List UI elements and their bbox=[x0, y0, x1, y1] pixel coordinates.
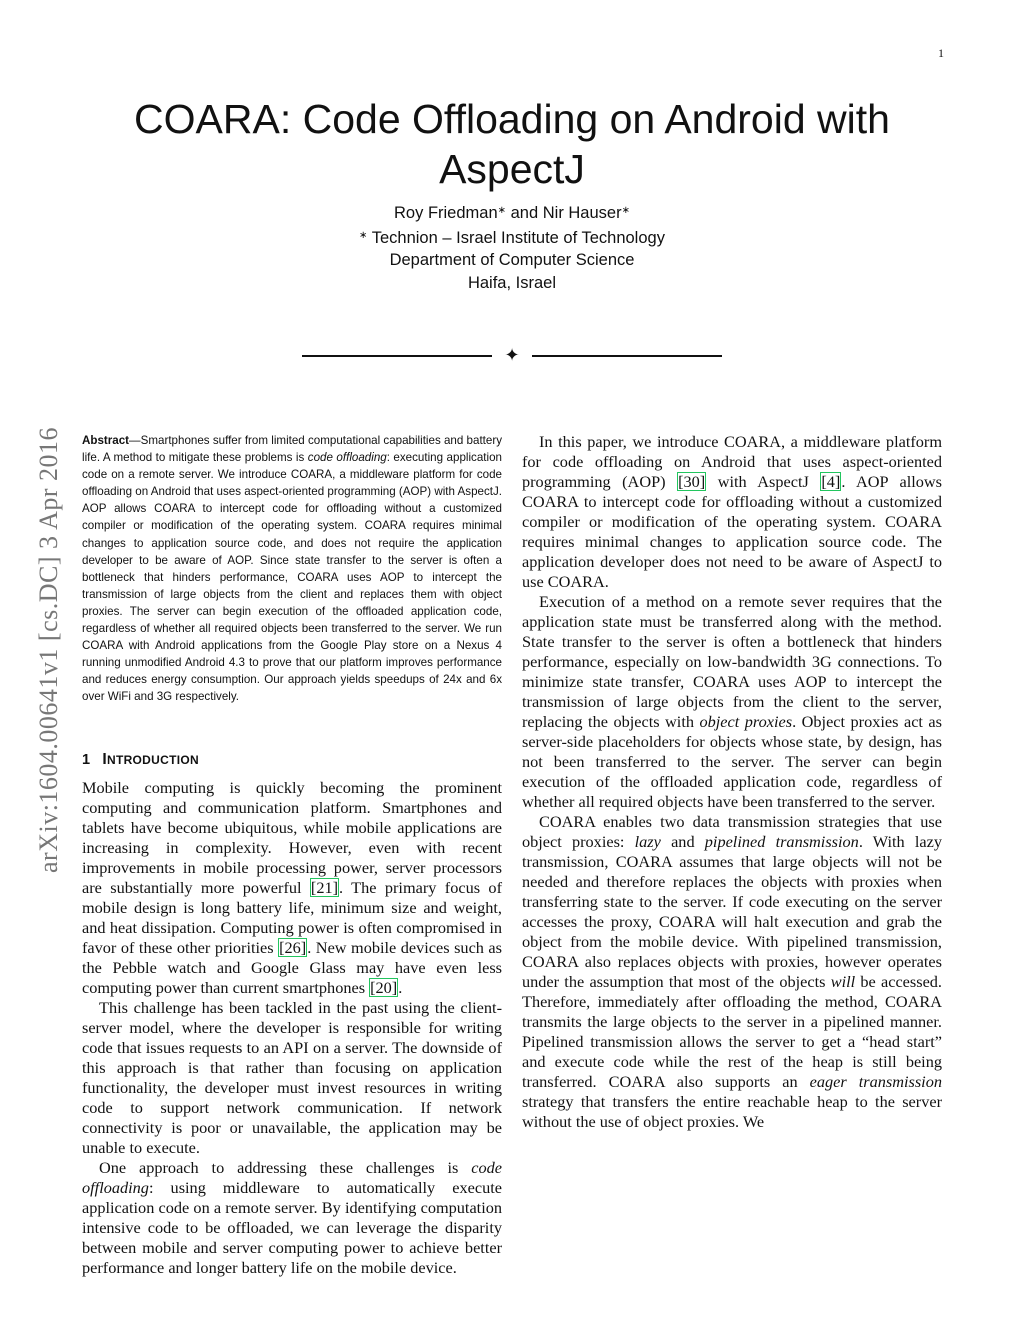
affiliation: Technion – Israel Institute of Technology bbox=[371, 228, 665, 247]
affiliation-mark: ∗ bbox=[621, 205, 630, 216]
paragraph-text: Mobile computing is quickly becoming the prominent computing and communication platform. Smartphones and tablets have become ubiquitous, while mobile applications are increasing in complexity. However, even with recent improvements in mobile processing power, server processors are substantially more powerful bbox=[82, 777, 502, 897]
intro-paragraph bbox=[522, 432, 942, 592]
paragraph-emphasis: object proxies bbox=[699, 712, 793, 731]
paragraph-text: . The primary focus of mobile design is long battery life, minimum size and weight, and heat dissipation. Computing power is often compromised in favor of these other priorities bbox=[82, 877, 502, 957]
citation-link[interactable]: [4] bbox=[821, 472, 841, 491]
location: Haifa, Israel bbox=[467, 273, 557, 292]
abstract-text: : executing application code on a remote server. We introduce COARA, a middleware platform for code offloading on Android that uses aspect-oriented programming (AOP) with AspectJ. AOP allows COARA to intercept code for offloading without a customized compiler or modification of the operating system. COARA requires minimal changes to application source code, and does not require the application developer to be aware of AOP. Since state transfer to the server is often a bottleneck that hinders performance, COARA uses AOP to intercept the transmission of large objects from the client and replaces them with object proxies. The server can begin execution of the offloaded application code, regardless of whether all required objects been transferred to the server. We run COARA with Android applications from the Google Play store on a Nexus 4 running unmodified Android 4.3 to prove that our platform improves performance and reduces energy consumption. Our approach yields speedups of 24x and 6x over WiFi and 3G respectively. bbox=[82, 451, 502, 704]
citation-link[interactable]: [21] bbox=[310, 877, 339, 897]
abstract-text: Smartphones suffer from limited computational capabilities and battery life. A method to mitigate these problems is bbox=[82, 434, 502, 465]
paragraph-text: . New mobile devices such as the Pebble watch and Google Glass may have even less computing power than current smartphones bbox=[82, 937, 502, 997]
divider-rule-left bbox=[302, 355, 492, 357]
divider-rule-right bbox=[532, 355, 722, 357]
paragraph-text: and bbox=[660, 832, 705, 851]
paragraph-emphasis: code offloading bbox=[82, 1157, 502, 1197]
paragraph-emphasis: will bbox=[830, 972, 856, 991]
author-block bbox=[200, 200, 824, 294]
intro-paragraph: This challenge has been tackled in the past using the client-server model, where the developer is responsible for writing code that issues requests to an API on a server. The downside of this approach is that rather than focusing on application functionality, the developer must invest resources in writing code to support network communication. If network connectivity is poor or unavailable, the application may be unable to execute. bbox=[82, 997, 502, 1157]
paragraph-text: Execution of a method on a remote sever requires that the application state must be transferred along with the method. State transfer to the server is often a bottleneck that hinders performance, especially on low-bandwidth 3G connections. To minimize state transfer, COARA uses AOP to intercept the transmission of large objects from the client to the server, replacing the objects with bbox=[522, 592, 942, 731]
page-number: 1 bbox=[938, 46, 944, 60]
paragraph-text: . AOP allows COARA to intercept code for offloading without a customized compiler or modification of the operating system. COARA requires minimal changes to application source code. The application developer does not need to be aware of AspectJ to use COARA. bbox=[522, 472, 942, 591]
citation-link[interactable]: [20] bbox=[370, 977, 398, 997]
section-title-initial: I bbox=[102, 750, 107, 768]
right-column bbox=[522, 432, 942, 1132]
paragraph-text: One approach to addressing these challenges is bbox=[99, 1157, 472, 1177]
paragraph-text: with AspectJ bbox=[706, 472, 821, 491]
paragraph-text: . Object proxies act as server-side placeholders for objects whose state, by design, has not been transferred to the server. The server can begin execution of the offloaded application code, regardless of whether all required objects have been transferred to the server. bbox=[522, 712, 942, 811]
author-line bbox=[200, 200, 824, 225]
paragraph-text: COARA enables two data transmission strategies that use object proxies: bbox=[522, 812, 942, 851]
paragraph-text: . bbox=[398, 977, 403, 997]
paragraph-text: strategy that transfers the entire reachable heap to the server without the use of object proxies. We bbox=[522, 1092, 942, 1131]
paragraph-text: In this paper, we introduce COARA, a middleware platform for code offloading on Android that uses aspect-oriented programming (AOP) bbox=[522, 432, 942, 491]
section-heading bbox=[82, 750, 502, 770]
section-number: 1 bbox=[82, 751, 91, 768]
paragraph-emphasis: pipelined transmission bbox=[704, 832, 859, 851]
affiliation-line bbox=[200, 225, 824, 250]
intro-paragraph bbox=[522, 812, 942, 1132]
paragraph-text: : using middleware to automatically execute application code on a remote server. By identifying computation intensive code to be offloaded, we can leverage the disparity between mobile and server computing power to achieve better performance and longer battery life on the mobile device. bbox=[82, 1177, 502, 1277]
title-divider bbox=[300, 344, 724, 368]
affiliation-mark: ∗ bbox=[359, 229, 368, 241]
section-title-rest: NTRODUCTION bbox=[106, 752, 199, 767]
left-column bbox=[82, 432, 502, 1278]
paragraph-emphasis: eager transmission bbox=[809, 1072, 942, 1091]
abstract-dash: — bbox=[129, 434, 141, 447]
intro-paragraph bbox=[522, 592, 942, 812]
citation-link[interactable]: [30] bbox=[678, 472, 706, 491]
department: Department of Computer Science bbox=[389, 251, 635, 269]
author-name: Roy Friedman bbox=[394, 204, 498, 222]
author-name: Nir Hauser bbox=[542, 204, 622, 222]
intro-paragraph bbox=[82, 1158, 502, 1278]
abstract-label: Abstract bbox=[82, 434, 130, 447]
abstract bbox=[82, 432, 502, 706]
citation-link[interactable]: [26] bbox=[279, 937, 307, 957]
affiliation-mark: ∗ bbox=[497, 205, 507, 216]
abstract-emphasis: code offloading bbox=[307, 451, 387, 465]
intro-paragraph bbox=[82, 778, 502, 998]
paragraph-text: be accessed. Therefore, immediately after offloading the method, COARA transmits the large objects to the server in a pipelined manner. Pipelined transmission allows the server to get a “head start” and execute code while the rest of the heap is still being transferred. COARA also supports an bbox=[522, 972, 943, 1091]
arxiv-identifier[interactable]: arXiv:1604.00641v1 [cs.DC] 3 Apr 2016 bbox=[34, 426, 63, 874]
author-connector: and bbox=[506, 204, 543, 222]
divider-diamond-icon: ✦ bbox=[504, 345, 520, 366]
arxiv-stamp bbox=[14, 360, 84, 940]
paper-title: COARA: Code Offloading on Android with AspectJ bbox=[134, 96, 890, 192]
paragraph-emphasis: lazy bbox=[634, 832, 661, 851]
paragraph-text: . With lazy transmission, COARA assumes that large objects will not be needed and therefore replaces the objects with proxies when transferring state to the server. If code executing on the server accesses the proxy, COARA will halt execution and grab the object from the mobile device. With pipelined transmission, COARA also replaces objects with proxies, however operates under the assumption that most of the objects bbox=[522, 832, 943, 991]
